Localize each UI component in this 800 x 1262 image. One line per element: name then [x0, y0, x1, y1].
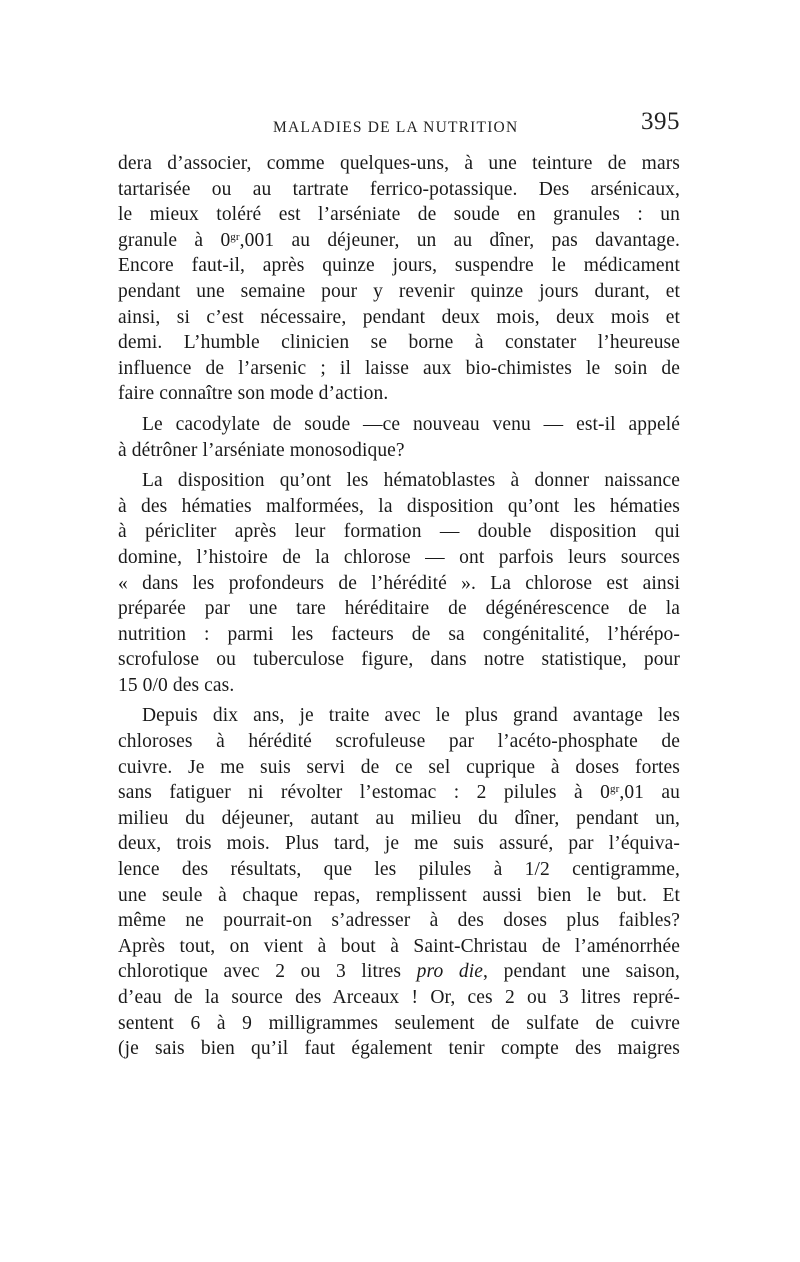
text-line: à détrôner l’arséniate monosodique? — [118, 439, 405, 461]
text-line: Le cacodylate de soude —ce nouveau venu — est-il appelé — [142, 413, 680, 435]
text-line: tartarisée ou au tartrate ferrico-potassique. Des arsénicaux, — [118, 178, 680, 200]
text-line: demi. L’humble clinicien se borne à constater l’heureuse — [118, 332, 680, 354]
text-line: ainsi, si c’est nécessaire, pendant deux mois, deux mois et — [118, 306, 680, 328]
text-line: milieu du déjeuner, autant au milieu du dîner, pendant un, — [118, 807, 680, 829]
text-line: 15 0/0 des cas. — [118, 674, 235, 696]
text-line: d’eau de la source des Arceaux ! Or, ces 2 ou 3 litres repré- — [118, 987, 680, 1008]
text-line: granule à $0^{gr},001$ au déjeuner, un au dîner, pas davantage. — [118, 229, 680, 251]
text-line: pendant une semaine pour y revenir quinze jours durant, et — [118, 280, 680, 302]
text-line: chloroses à hérédité scrofuleuse par l’acéto-phosphate de — [118, 731, 680, 753]
text-line: cuivre. Je me suis servi de ce sel cuprique à doses fortes — [118, 756, 680, 778]
text-line: à des hématies malformées, la disposition qu’ont les hématies — [118, 495, 680, 517]
text-line: sentent 6 à 9 milligrammes seulement de sulfate de cuivre — [118, 1012, 680, 1034]
text-line: deux, trois mois. Plus tard, je me suis assuré, par l’équiva- — [118, 833, 680, 855]
body-text — [118, 151, 680, 1062]
text-line: chlorotique avec 2 ou 3 litres pro die, pendant une saison, — [118, 961, 680, 983]
text-line: (je sais bien qu’il faut également tenir compte des maigres — [118, 1038, 680, 1060]
paragraph — [118, 412, 680, 463]
text-line: La disposition qu’ont les hématoblastes à donner naissance — [142, 470, 680, 492]
text-line: influence de l’arsenic ; il laisse aux bio-chimistes le soin de — [118, 357, 680, 379]
text-line: « dans les profondeurs de l’hérédité ». La chlorose est ainsi — [118, 572, 680, 594]
page-number: 395 — [641, 108, 680, 135]
text-line: une seule à chaque repas, remplissent aussi bien le but. Et — [118, 884, 680, 906]
text-line: Depuis dix ans, je traite avec le plus grand avantage les — [142, 705, 680, 727]
text-line: scrofulose ou tuberculose figure, dans notre statistique, pour — [118, 649, 680, 671]
text-line: lence des résultats, que les pilules à 1/2 centigramme, — [118, 859, 680, 881]
text-line: le mieux toléré est l’arséniate de soude en granules : un — [118, 204, 680, 226]
paragraph — [118, 151, 680, 407]
paragraph — [118, 468, 680, 698]
paragraph — [118, 703, 680, 1061]
text-line: Après tout, on vient à bout à Saint-Christau de l’aménorrhée — [118, 935, 680, 957]
text-line: dera d’associer, comme quelques-uns, à une teinture de mars — [118, 153, 680, 174]
text-line: même ne pourrait-on s’adresser à des doses plus faibles? — [118, 910, 680, 932]
text-line: nutrition : parmi les facteurs de sa congénitalité, l’hérépo- — [118, 623, 680, 645]
page-header — [118, 105, 680, 145]
running-title: MALADIES DE LA NUTRITION — [273, 119, 519, 136]
text-line: à péricliter après leur formation — double disposition qui — [118, 521, 680, 543]
text-line: préparée par une tare héréditaire de dégénérescence de la — [118, 598, 680, 620]
text-line: faire connaître son mode d’action. — [118, 383, 389, 405]
text-line: sans fatiguer ni révolter l’estomac : 2 pilules à $0^{gr},01$ au — [118, 782, 681, 804]
text-line: Encore faut-il, après quinze jours, suspendre le médicament — [118, 255, 680, 277]
text-line: domine, l’histoire de la chlorose — ont parfois leurs sources — [118, 546, 680, 568]
